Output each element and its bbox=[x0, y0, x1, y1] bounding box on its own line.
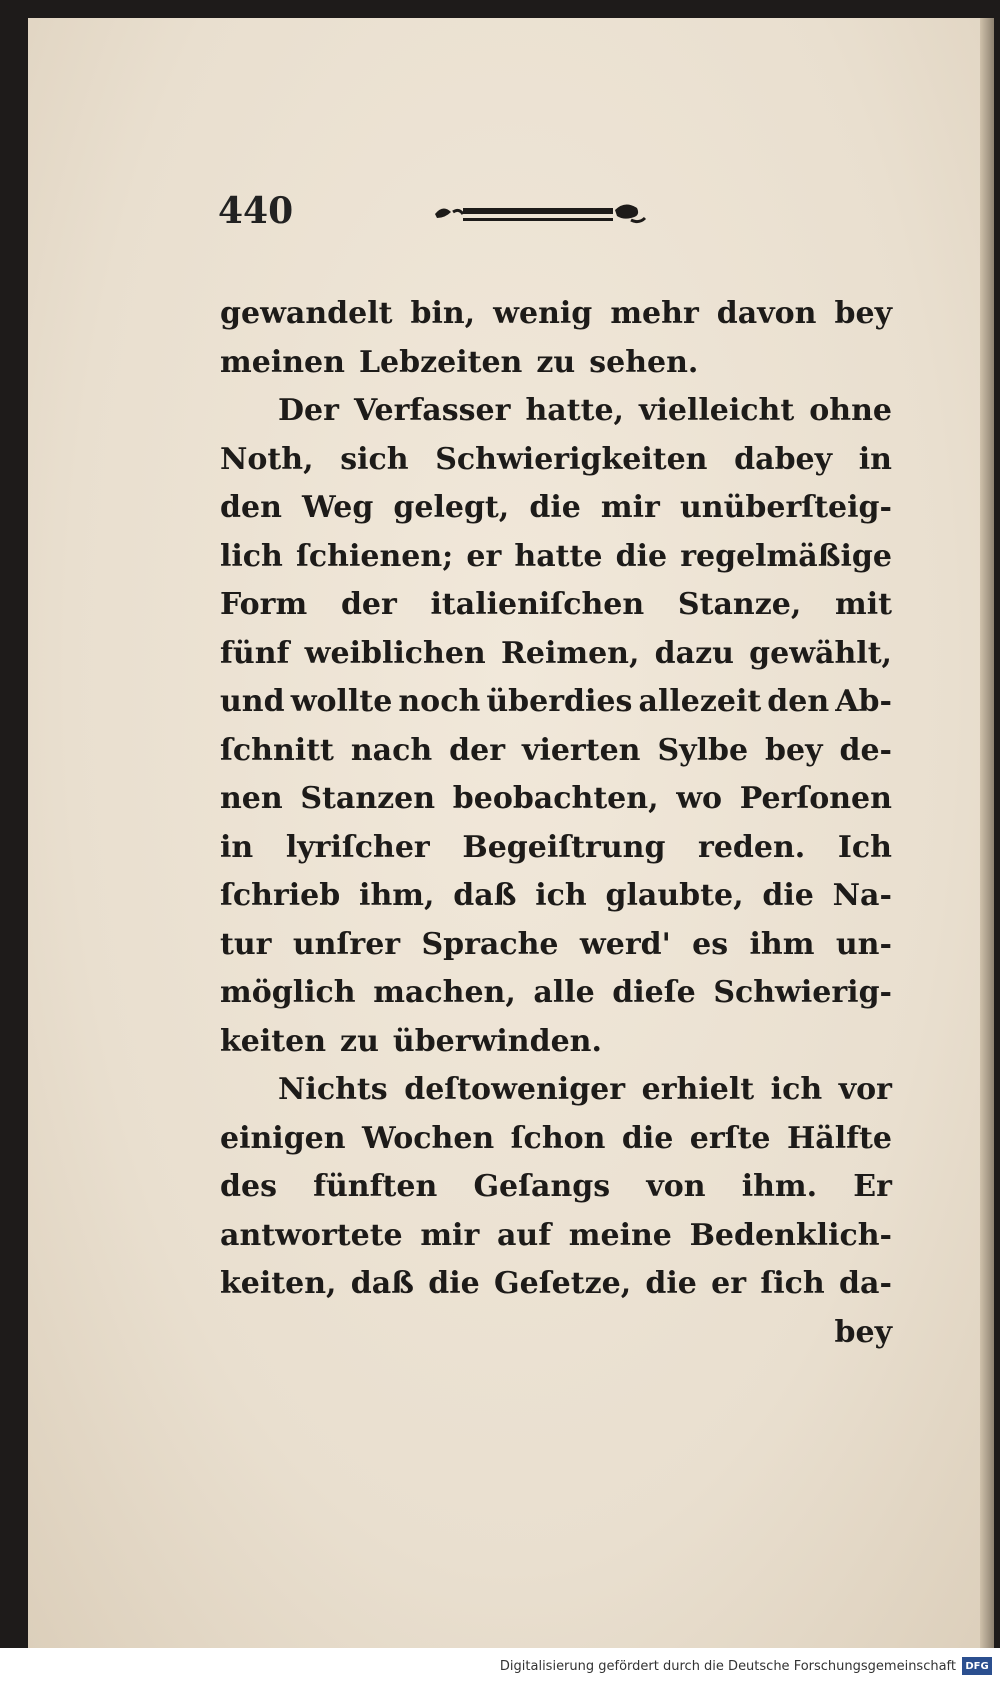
text-word: Lebzeiten bbox=[358, 344, 523, 380]
page-spine-edge bbox=[980, 18, 994, 1648]
text-word: Schwierig- bbox=[713, 975, 892, 1010]
text-word: regelmäßige bbox=[680, 538, 892, 574]
text-line bbox=[220, 781, 892, 830]
text-word: wollte bbox=[290, 684, 393, 719]
text-word: Der bbox=[278, 393, 339, 428]
footer-credit: Digitalisierung gefördert durch die Deutsche Forschungsgemeinschaft bbox=[499, 1659, 956, 1674]
text-word: dazu bbox=[654, 635, 734, 671]
text-word: den bbox=[220, 490, 282, 525]
text-word: und bbox=[220, 684, 285, 719]
text-word: der bbox=[449, 732, 506, 768]
text-word: ihm, bbox=[359, 878, 435, 913]
text-word: unſrer bbox=[292, 926, 401, 962]
text-word: in bbox=[220, 829, 254, 865]
text-word: ſchon bbox=[510, 1120, 606, 1156]
text-word: die bbox=[762, 878, 814, 913]
text-word: noch bbox=[398, 684, 481, 719]
text-word: dabey bbox=[734, 441, 833, 477]
text-word: meinen bbox=[220, 344, 345, 380]
text-word: alle bbox=[533, 975, 595, 1010]
text-word: un- bbox=[835, 926, 892, 962]
text-word: einigen bbox=[220, 1120, 346, 1156]
text-word: von bbox=[646, 1169, 706, 1204]
text-word: ſchrieb bbox=[220, 878, 341, 913]
text-word: gelegt, bbox=[393, 490, 510, 525]
text-word: fünf bbox=[220, 635, 290, 671]
text-word: Geſetze, bbox=[494, 1266, 632, 1301]
text-word: glaubte, bbox=[605, 878, 744, 913]
text-word: lich bbox=[220, 538, 283, 574]
text-word: Form bbox=[220, 587, 308, 622]
text-word: Sprache bbox=[421, 926, 559, 962]
text-word: Verfasser bbox=[353, 393, 511, 428]
text-word: des bbox=[220, 1169, 277, 1204]
text-word: zu bbox=[536, 344, 576, 380]
text-line bbox=[220, 733, 892, 782]
text-word: hatte, bbox=[525, 393, 624, 428]
text-line bbox=[220, 927, 892, 976]
text-word: die bbox=[645, 1266, 697, 1301]
text-word: die bbox=[428, 1266, 480, 1301]
text-word: Geſangs bbox=[473, 1169, 611, 1204]
text-word: antwortete bbox=[220, 1217, 403, 1253]
text-line bbox=[220, 684, 892, 733]
text-word: den bbox=[767, 684, 830, 719]
text-line bbox=[220, 1218, 892, 1267]
text-word: auf bbox=[496, 1217, 552, 1253]
text-line bbox=[220, 1266, 892, 1315]
body-text bbox=[220, 296, 892, 1363]
text-word: nach bbox=[350, 732, 433, 768]
text-word: zu bbox=[340, 1023, 379, 1059]
text-word: lyriſcher bbox=[285, 829, 430, 865]
text-line bbox=[220, 442, 892, 491]
text-word: bin, bbox=[410, 296, 476, 331]
text-word: italieniſchen bbox=[430, 587, 645, 622]
text-word: fünften bbox=[313, 1169, 438, 1204]
text-word: sich bbox=[340, 441, 409, 477]
text-word: reden. bbox=[698, 829, 806, 865]
text-word: ihm. bbox=[741, 1169, 818, 1204]
text-word: mit bbox=[834, 587, 892, 622]
text-word: die bbox=[621, 1120, 674, 1156]
dfg-logo: DFG bbox=[962, 1657, 992, 1675]
text-line bbox=[220, 878, 892, 927]
text-word: de- bbox=[839, 732, 892, 768]
text-word: ihm bbox=[749, 926, 815, 962]
text-word: ſchnitt bbox=[220, 732, 334, 768]
text-word: Perſonen bbox=[739, 781, 892, 816]
text-word: daß bbox=[453, 878, 517, 913]
text-word: Na- bbox=[832, 878, 892, 913]
text-word: Schwierigkeiten bbox=[435, 441, 708, 477]
text-line bbox=[220, 296, 892, 345]
text-line bbox=[220, 393, 892, 442]
text-word: mehr bbox=[610, 296, 699, 331]
text-word: erſte bbox=[689, 1120, 771, 1156]
page-header bbox=[218, 190, 898, 240]
text-word: bey bbox=[834, 1314, 892, 1350]
text-word: Sylbe bbox=[657, 732, 749, 768]
text-word: Ich bbox=[837, 829, 892, 865]
digitization-footer bbox=[0, 1648, 1000, 1686]
text-word: der bbox=[340, 587, 397, 622]
text-word: ich bbox=[770, 1072, 823, 1107]
text-word: überdies bbox=[486, 684, 633, 719]
text-line bbox=[220, 539, 892, 588]
text-word: ich bbox=[535, 878, 587, 913]
text-word: wo bbox=[676, 781, 723, 816]
text-line bbox=[220, 1315, 892, 1364]
text-word: bey bbox=[765, 732, 823, 768]
text-word: Ab- bbox=[835, 684, 892, 719]
text-line bbox=[220, 490, 892, 539]
text-line bbox=[220, 587, 892, 636]
text-word: Reimen, bbox=[500, 635, 640, 671]
text-word: möglich bbox=[220, 975, 356, 1010]
text-word: die bbox=[529, 490, 581, 525]
text-word: überwinden. bbox=[392, 1023, 602, 1059]
text-word: Stanze, bbox=[677, 587, 802, 622]
text-line bbox=[220, 1169, 892, 1218]
text-word: allezeit bbox=[638, 684, 762, 719]
text-word: davon bbox=[716, 296, 817, 331]
page-number: 440 bbox=[218, 190, 294, 232]
text-word: meine bbox=[568, 1217, 672, 1253]
text-word: Nichts bbox=[278, 1072, 388, 1107]
text-word: weiblichen bbox=[304, 635, 486, 671]
text-word: Weg bbox=[301, 490, 374, 525]
text-word: bey bbox=[834, 296, 892, 331]
text-line bbox=[220, 1072, 892, 1121]
text-word: ohne bbox=[809, 393, 892, 428]
text-word: Noth, bbox=[220, 441, 314, 477]
text-line bbox=[220, 1024, 892, 1073]
text-line bbox=[220, 345, 892, 394]
text-word: vielleicht bbox=[639, 393, 795, 428]
header-ornament-icon bbox=[433, 198, 648, 234]
text-word: er bbox=[711, 1266, 747, 1301]
text-word: ſchienen; bbox=[296, 538, 454, 574]
text-word: nen bbox=[220, 781, 283, 816]
text-word: Er bbox=[853, 1169, 892, 1204]
text-word: gewandelt bbox=[220, 296, 393, 331]
text-word: es bbox=[692, 926, 729, 962]
text-line bbox=[220, 830, 892, 879]
text-word: Wochen bbox=[362, 1120, 495, 1156]
text-word: werd' bbox=[579, 926, 671, 962]
text-word: machen, bbox=[373, 975, 516, 1010]
text-word: hatte bbox=[514, 538, 603, 574]
text-word: die bbox=[615, 538, 668, 574]
text-word: vor bbox=[838, 1072, 892, 1107]
text-word: wenig bbox=[493, 296, 593, 331]
text-line bbox=[220, 975, 892, 1024]
text-word: gewählt, bbox=[749, 635, 892, 671]
text-word: sehen. bbox=[589, 344, 699, 380]
text-word: dieſe bbox=[612, 975, 696, 1010]
text-word: daß bbox=[350, 1266, 414, 1301]
text-word: unüberſteig- bbox=[679, 490, 892, 525]
text-line bbox=[220, 1121, 892, 1170]
text-word: er bbox=[466, 538, 502, 574]
text-word: keiten, bbox=[220, 1266, 337, 1301]
text-word: beobachten, bbox=[452, 781, 659, 816]
text-word: in bbox=[858, 441, 892, 477]
text-word: Begeiſtrung bbox=[462, 829, 666, 865]
text-word: Hälfte bbox=[786, 1120, 892, 1156]
text-word: tur bbox=[220, 926, 272, 962]
text-word: da- bbox=[839, 1266, 892, 1301]
text-word: Bedenklich- bbox=[689, 1217, 892, 1253]
text-word: deſtoweniger bbox=[404, 1072, 626, 1107]
text-word: erhielt bbox=[641, 1072, 755, 1107]
text-line bbox=[220, 636, 892, 685]
text-word: mir bbox=[600, 490, 660, 525]
text-word: mir bbox=[420, 1217, 480, 1253]
text-word: keiten bbox=[220, 1023, 327, 1059]
text-word: Stanzen bbox=[300, 781, 436, 816]
text-word: vierten bbox=[522, 732, 641, 768]
text-word: ſich bbox=[760, 1266, 825, 1301]
